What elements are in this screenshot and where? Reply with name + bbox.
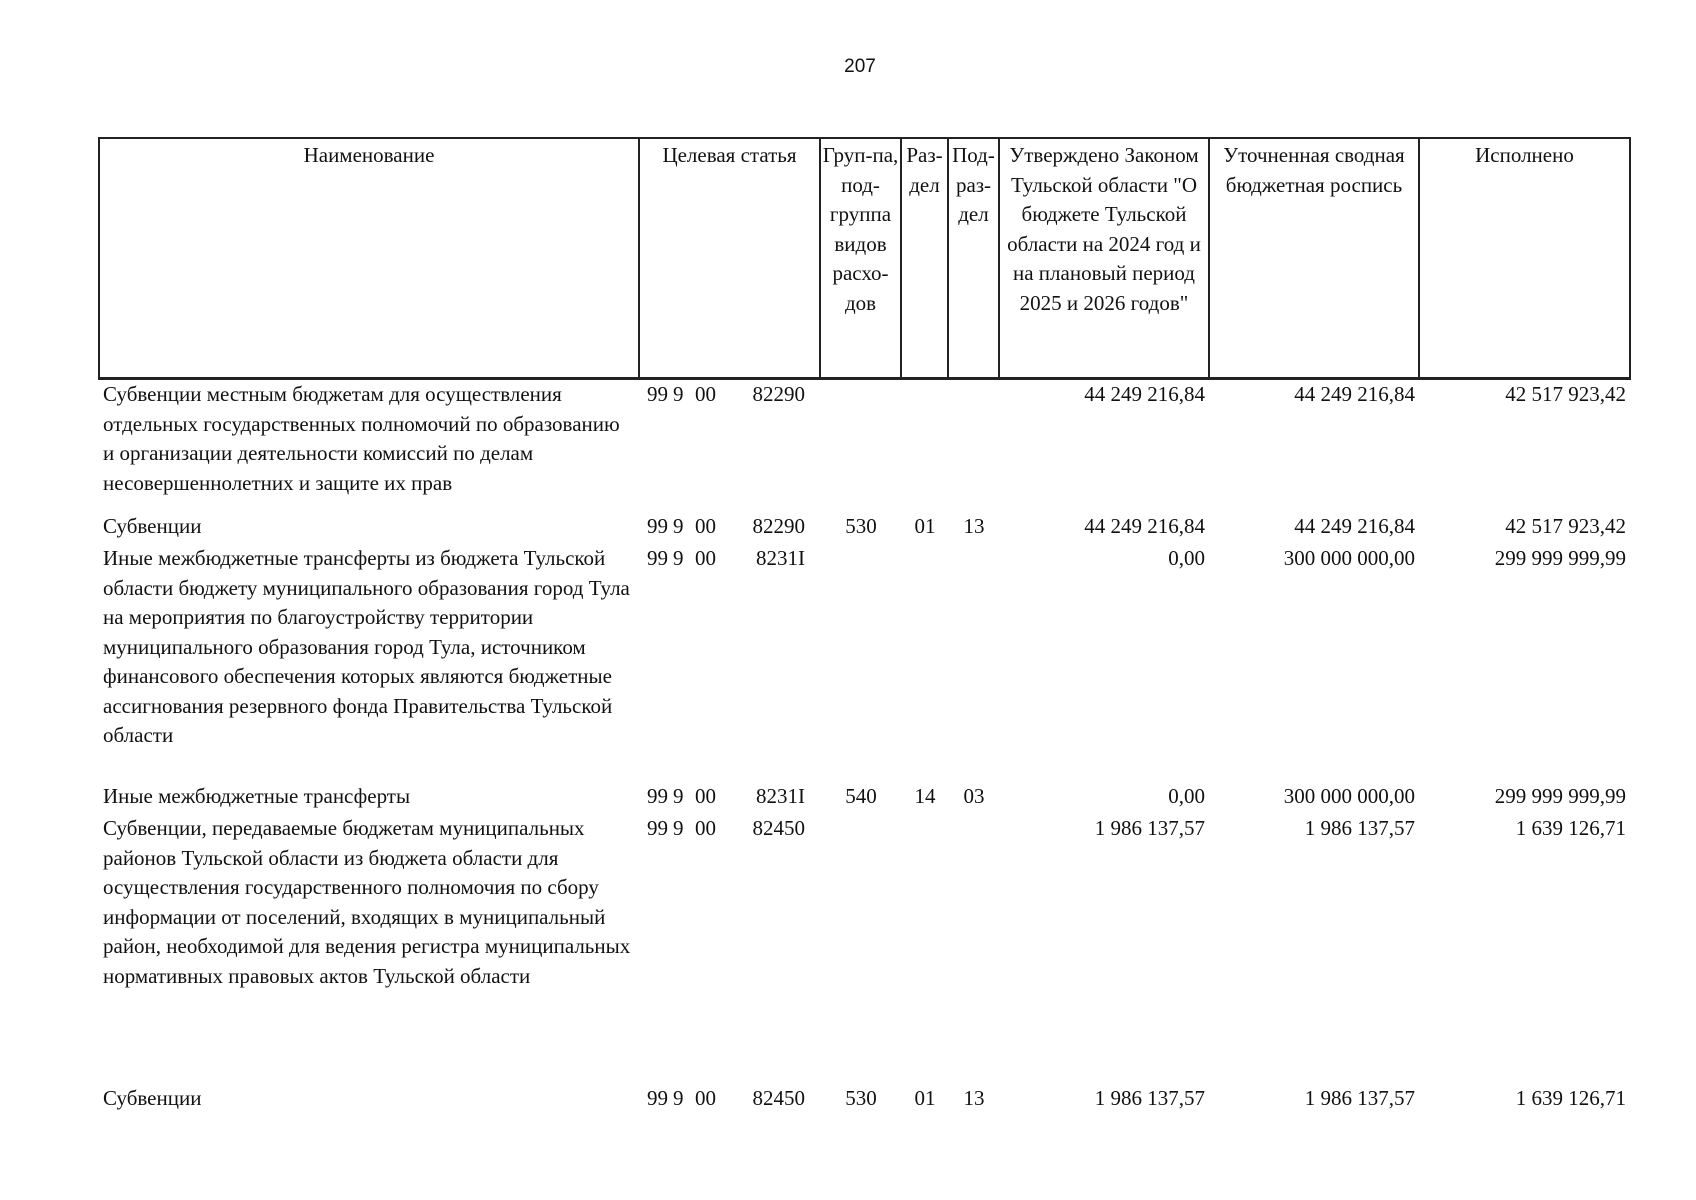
row-specified: 300 000 000,00	[1283, 546, 1415, 570]
code-part: 82290	[752, 382, 805, 406]
page-number: 207	[844, 56, 876, 77]
row-executed: 299 999 999,99	[1494, 546, 1626, 570]
header-name: Наименование	[99, 138, 639, 379]
code-part: 8231I	[756, 546, 805, 570]
row-executed: 42 517 923,42	[1505, 514, 1626, 538]
row-specified: 44 249 216,84	[1294, 382, 1415, 406]
row-name: Субвенции, передаваемые бюджетам муниципальных районов Тульской области из бюджета области для осуществления государственного полномочия по сбору информации от поселений, входящих в муниципальный район, необходимой для ведения регистра муниципальных нормативных правовых актов Тульской области	[103, 816, 631, 988]
table-header	[99, 138, 1630, 379]
header-group: Груп-па, под-группа видов расхо-дов	[820, 138, 901, 379]
code-part: 82290	[752, 514, 805, 538]
row-approved: 0,00	[1168, 784, 1205, 808]
row-subsection: 13	[963, 1086, 985, 1110]
table-row	[99, 544, 1630, 782]
row-target-code	[639, 512, 820, 544]
code-part: 9	[673, 546, 684, 570]
row-section	[901, 379, 948, 513]
row-group	[820, 544, 901, 782]
code-part: 99	[647, 382, 668, 406]
row-name: Иные межбюджетные трансферты из бюджета Тульской области бюджету муниципального образования город Тула на мероприятия по благоустройству территории муниципального образования город Тула, источником финансового обеспечения которых являются бюджетные ассигнования резервного фонда Правительства Тульской области	[103, 546, 630, 747]
code-part: 82450	[752, 816, 805, 840]
row-name: Субвенции	[103, 1086, 202, 1110]
row-name: Субвенции	[103, 514, 202, 538]
row-subsection	[948, 544, 999, 782]
row-executed: 1 639 126,71	[1515, 1086, 1626, 1110]
row-target-code	[639, 1084, 820, 1116]
row-subsection	[948, 379, 999, 513]
row-approved: 1 986 137,57	[1094, 816, 1205, 840]
row-section: 01	[914, 1086, 936, 1110]
row-section: 14	[914, 784, 936, 808]
code-part: 9	[673, 784, 684, 808]
code-part: 99	[647, 816, 668, 840]
code-part: 00	[695, 816, 716, 840]
code-part: 99	[647, 546, 668, 570]
code-part: 00	[695, 784, 716, 808]
row-group	[820, 814, 901, 1084]
code-part: 82450	[752, 1086, 805, 1110]
row-approved: 0,00	[1168, 546, 1205, 570]
row-approved: 44 249 216,84	[1084, 514, 1205, 538]
code-part: 00	[695, 514, 716, 538]
row-subsection: 13	[963, 514, 985, 538]
row-approved: 44 249 216,84	[1084, 382, 1205, 406]
row-executed: 42 517 923,42	[1505, 382, 1626, 406]
row-approved: 1 986 137,57	[1094, 1086, 1205, 1110]
row-target-code	[639, 782, 820, 814]
code-part: 00	[695, 546, 716, 570]
row-section	[901, 544, 948, 782]
code-part: 9	[673, 816, 684, 840]
row-specified: 300 000 000,00	[1283, 784, 1415, 808]
row-target-code	[639, 379, 820, 513]
header-subsection: Под-раз-дел	[948, 138, 999, 379]
code-part: 8231I	[756, 784, 805, 808]
header-section: Раз-дел	[901, 138, 948, 379]
row-executed: 1 639 126,71	[1515, 816, 1626, 840]
row-subsection	[948, 814, 999, 1084]
header-approved: Утверждено Законом Тульской области "О бюджете Тульской области на 2024 год и на плановый период 2025 и 2026 годов"	[999, 138, 1209, 379]
row-section: 01	[914, 514, 936, 538]
code-part: 99	[647, 784, 668, 808]
row-target-code	[639, 814, 820, 1084]
table-row	[99, 512, 1630, 544]
code-part: 99	[647, 514, 668, 538]
row-group: 530	[845, 1086, 877, 1110]
row-group: 540	[845, 784, 877, 808]
code-part: 00	[695, 1086, 716, 1110]
row-section	[901, 814, 948, 1084]
table-row	[99, 814, 1630, 1084]
table-row	[99, 379, 1630, 513]
header-executed: Исполнено	[1419, 138, 1630, 379]
row-specified: 44 249 216,84	[1294, 514, 1415, 538]
code-part: 9	[673, 1086, 684, 1110]
row-name: Иные межбюджетные трансферты	[103, 784, 411, 808]
row-group	[820, 379, 901, 513]
row-subsection: 03	[963, 784, 985, 808]
row-specified: 1 986 137,57	[1304, 1086, 1415, 1110]
table-row	[99, 782, 1630, 814]
table-row	[99, 1084, 1630, 1116]
budget-table	[98, 137, 1631, 1116]
code-part: 99	[647, 1086, 668, 1110]
code-part: 00	[695, 382, 716, 406]
code-part: 9	[673, 382, 684, 406]
row-name: Субвенции местным бюджетам для осуществления отдельных государственных полномочий по образованию и организации деятельности комиссий по делам несовершеннолетних и защите их прав	[103, 382, 620, 495]
row-group: 530	[845, 514, 877, 538]
table-body	[99, 379, 1630, 1117]
row-executed: 299 999 999,99	[1494, 784, 1626, 808]
row-specified: 1 986 137,57	[1304, 816, 1415, 840]
header-specified: Уточненная сводная бюджетная роспись	[1209, 138, 1419, 379]
header-target: Целевая статья	[639, 138, 820, 379]
row-target-code	[639, 544, 820, 782]
code-part: 9	[673, 514, 684, 538]
